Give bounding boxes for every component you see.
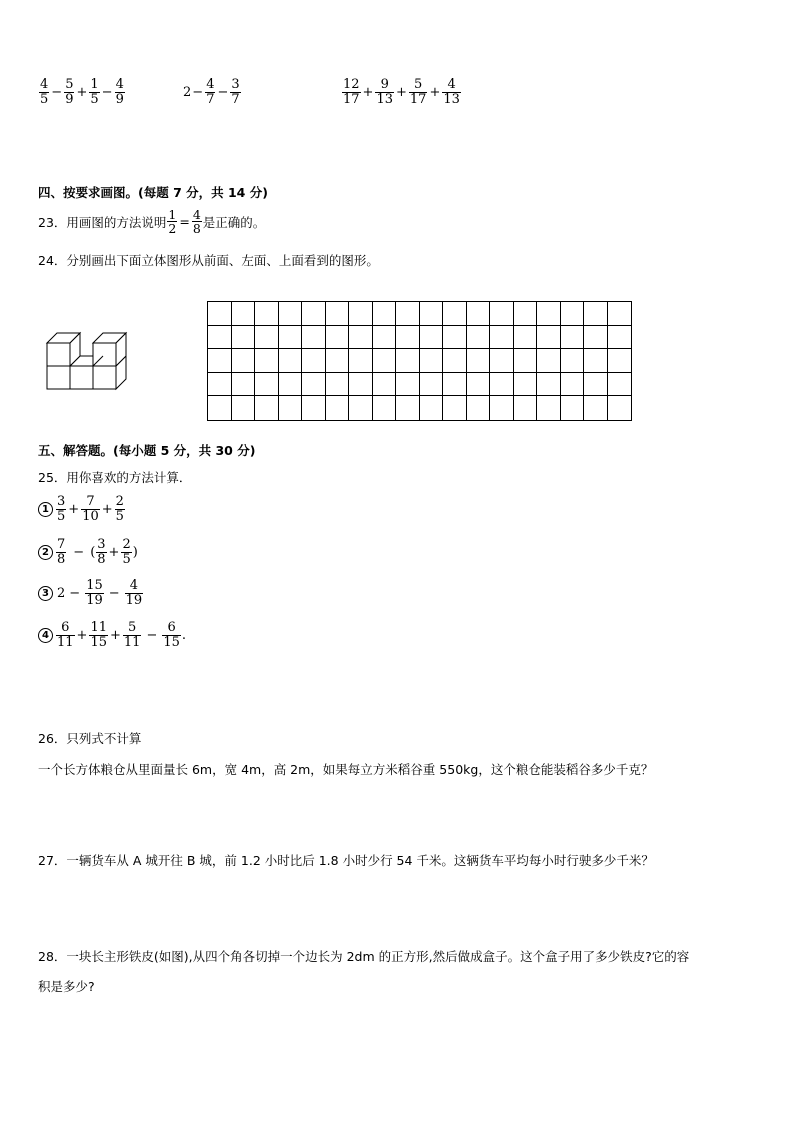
circled-number: 4 (38, 628, 53, 643)
grid-cell (208, 396, 232, 420)
grid-cell (232, 349, 256, 373)
question-25-part-1: 1 $\frac{3}{5}$ + $\frac{7}{10}$ + $\frac{2}{5}$ (38, 495, 126, 523)
fraction: $\frac{4}{19}$ (125, 578, 143, 608)
question-28-line-1: 28．一块长主形铁皮(如图),从四个角各切掉一个边长为 2dm 的正方形,然后做成盒子。这个盒子用了多少铁皮?它的容 (38, 949, 690, 964)
fraction: $\frac{5}{17}$ (409, 77, 427, 107)
grid-cell (443, 396, 467, 420)
fraction: $\frac{4}{8}$ (192, 207, 201, 237)
grid-cell (608, 396, 632, 420)
grid-cell (302, 373, 326, 397)
grid-cell (584, 302, 608, 326)
circled-number: 3 (38, 586, 53, 601)
grid-cell (490, 326, 514, 350)
fraction: $\frac{3}{8}$ (97, 537, 106, 567)
grid-cell (232, 326, 256, 350)
grid-cell (302, 302, 326, 326)
grid-cell (232, 396, 256, 420)
grid-cell (302, 349, 326, 373)
grid-cell (279, 326, 303, 350)
grid-cell (420, 373, 444, 397)
grid-cell (208, 349, 232, 373)
grid-cell (537, 373, 561, 397)
grid-cell (396, 349, 420, 373)
drawing-grid (207, 301, 632, 421)
expression-3: $\frac{12}{17}$ + $\frac{9}{13}$ + $\frac{5}{17}$ + $\frac{4}{13}$ (343, 77, 460, 107)
grid-cell (467, 396, 491, 420)
question-26-body: 一个长方体粮仓从里面量长 6m，宽 4m，高 2m，如果每立方米稻谷重 550kg，这个粮仓能装稻谷多少千克？ (38, 762, 654, 777)
grid-cell (373, 396, 397, 420)
fraction: $\frac{15}{19}$ (86, 578, 103, 608)
grid-cell (443, 326, 467, 350)
grid-cell (561, 396, 585, 420)
grid-cell (490, 349, 514, 373)
grid-cell (443, 349, 467, 373)
question-25-part-2: 2 $\frac{7}{8}$ − ( $\frac{3}{8}$ + $\frac{2}{5}$ ) (38, 538, 138, 566)
grid-cell (326, 396, 350, 420)
grid-cell (561, 349, 585, 373)
question-28-line-2: 积是多少? (38, 979, 95, 994)
grid-cell (467, 373, 491, 397)
grid-cell (208, 373, 232, 397)
expression-2: 2 − $\frac{4}{7}$ − $\frac{3}{7}$ (183, 77, 240, 107)
grid-cell (490, 373, 514, 397)
grid-cell (514, 326, 538, 350)
grid-cell (514, 302, 538, 326)
grid-cell (561, 326, 585, 350)
grid-cell (467, 349, 491, 373)
question-23: 23．用画图的方法说明 $\frac{1}{2}$ = $\frac{4}{8}$ 是正确的。 (38, 207, 266, 237)
fraction: $\frac{1}{5}$ (90, 77, 99, 107)
grid-cell (608, 326, 632, 350)
grid-cell (537, 326, 561, 350)
fraction: $\frac{4}{13}$ (443, 77, 460, 107)
grid-cell (537, 396, 561, 420)
grid-cell (326, 349, 350, 373)
fraction: $\frac{12}{17}$ (343, 77, 360, 107)
fraction: $\frac{5}{9}$ (65, 77, 74, 107)
fraction: $\frac{3}{7}$ (231, 77, 240, 107)
grid-cell (208, 326, 232, 350)
question-25-title: 25．用你喜欢的方法计算． (38, 470, 192, 485)
grid-cell (255, 349, 279, 373)
grid-cell (396, 396, 420, 420)
grid-cell (584, 373, 608, 397)
grid-cell (420, 302, 444, 326)
grid-cell (349, 396, 373, 420)
grid-cell (584, 349, 608, 373)
grid-cell (349, 349, 373, 373)
grid-cell (279, 302, 303, 326)
grid-cell (373, 302, 397, 326)
cube-figure (44, 322, 136, 392)
grid-cell (232, 373, 256, 397)
grid-cell (514, 396, 538, 420)
grid-cell (349, 302, 373, 326)
circled-number: 2 (38, 545, 53, 560)
fraction: $\frac{2}{5}$ (115, 494, 124, 524)
grid-cell (232, 302, 256, 326)
grid-cell (349, 373, 373, 397)
grid-cell (373, 349, 397, 373)
grid-cell (443, 302, 467, 326)
fraction: $\frac{6}{11}$ (57, 620, 74, 650)
expression-1: $\frac{4}{5}$ − $\frac{5}{9}$ + $\frac{1}{5}$ − $\frac{4}{9}$ (40, 77, 124, 107)
grid-cell (537, 349, 561, 373)
question-24: 24．分别画出下面立体图形从前面、左面、上面看到的图形。 (38, 253, 379, 268)
grid-cell (420, 326, 444, 350)
grid-cell (420, 349, 444, 373)
fraction: $\frac{7}{10}$ (82, 494, 99, 524)
grid-cell (326, 302, 350, 326)
circled-number: 1 (38, 502, 53, 517)
grid-cell (255, 302, 279, 326)
question-25-part-4: 4 $\frac{6}{11}$ + $\frac{11}{15}$ + $\frac{5}{11}$ − $\frac{6}{15}$ . (38, 621, 186, 649)
section-5-heading: 五、解答题。(每小题 5 分，共 30 分) (38, 443, 256, 458)
grid-cell (537, 302, 561, 326)
grid-cell (420, 396, 444, 420)
grid-cell (255, 396, 279, 420)
fraction: $\frac{7}{8}$ (57, 537, 66, 567)
fraction: $\frac{4}{5}$ (40, 77, 49, 107)
fraction: $\frac{11}{15}$ (90, 620, 107, 650)
grid-cell (608, 349, 632, 373)
grid-cell (255, 373, 279, 397)
grid-cell (608, 373, 632, 397)
grid-cell (608, 302, 632, 326)
grid-cell (396, 373, 420, 397)
fraction: $\frac{1}{2}$ (168, 207, 177, 237)
grid-cell (302, 396, 326, 420)
grid-cell (373, 326, 397, 350)
fraction: $\frac{6}{15}$ (163, 620, 180, 650)
grid-cell (326, 373, 350, 397)
grid-cell (349, 326, 373, 350)
grid-cell (561, 373, 585, 397)
grid-cell (373, 373, 397, 397)
fraction: $\frac{4}{9}$ (115, 77, 124, 107)
grid-cell (396, 326, 420, 350)
grid-cell (208, 302, 232, 326)
fraction: $\frac{4}{7}$ (206, 77, 215, 107)
grid-cell (514, 349, 538, 373)
question-25-part-3: 3 2 − $\frac{15}{19}$ − $\frac{4}{19}$ (38, 579, 144, 607)
grid-cell (514, 373, 538, 397)
grid-cell (490, 302, 514, 326)
grid-cell (584, 326, 608, 350)
grid-cell (443, 373, 467, 397)
fraction: $\frac{2}{5}$ (122, 537, 131, 567)
fraction: $\frac{3}{5}$ (57, 494, 66, 524)
question-27: 27．一辆货车从 A 城开往 B 城，前 1.2 小时比后 1.8 小时少行 54 千米。这辆货车平均每小时行驶多少千米？ (38, 853, 654, 868)
fraction: $\frac{9}{13}$ (376, 77, 393, 107)
grid-cell (467, 326, 491, 350)
grid-cell (584, 396, 608, 420)
grid-cell (255, 326, 279, 350)
grid-cell (467, 302, 491, 326)
grid-cell (279, 373, 303, 397)
grid-cell (302, 326, 326, 350)
grid-cell (396, 302, 420, 326)
grid-cell (326, 326, 350, 350)
grid-cell (279, 349, 303, 373)
fraction: $\frac{5}{11}$ (123, 620, 141, 650)
grid-cell (279, 396, 303, 420)
grid-cell (561, 302, 585, 326)
question-26-title: 26．只列式不计算 (38, 731, 142, 746)
section-4-heading: 四、按要求画图。(每题 7 分，共 14 分) (38, 185, 268, 200)
grid-cell (490, 396, 514, 420)
